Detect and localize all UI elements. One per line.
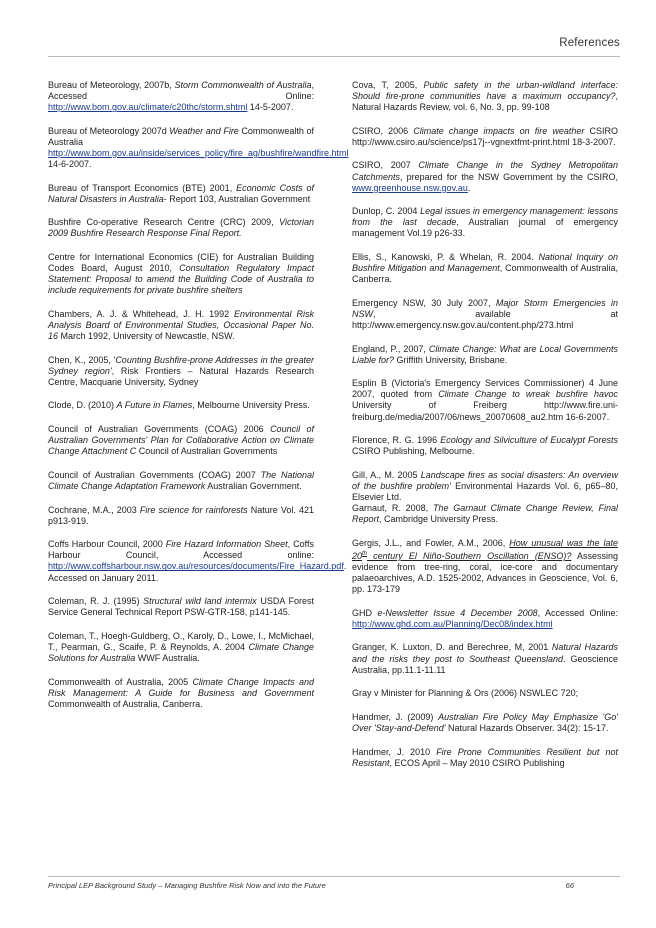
reference-title: Climate Change: What are Local Governments Liable for? xyxy=(352,343,618,365)
reference-text: Chen, K., 2005, ' xyxy=(48,354,116,365)
reference-text: Florence, R. G. 1996 xyxy=(352,435,441,446)
reference-text: Australian Government. xyxy=(205,480,302,491)
reference-text: Council of Australian Governments xyxy=(136,446,278,457)
reference-text: CSIRO http://www.csiro.au/science/ps17j--vgnextfmt-print.html 18-3-2007. xyxy=(352,125,618,147)
reference-title: Public safety in the urban-wildland interface: Should fire-prone communities have a maximum occupancy? xyxy=(352,80,618,102)
reference-text: . xyxy=(467,182,471,193)
reference-title: Storm Commonwealth of Australia xyxy=(174,80,312,90)
reference-text: Council of Australian Governments (COAG) 2006 xyxy=(48,424,271,435)
reference-title: A Future in Flames xyxy=(116,400,193,411)
reference-text: Griffith University, Brisbane. xyxy=(394,354,508,365)
reference-text: , Accessed Online: xyxy=(537,607,619,618)
reference-text: Nature Vol. 421 p913-919. xyxy=(48,504,314,526)
reference-entry xyxy=(48,125,349,170)
reference-title: Council of Australian Governments' Plan for Collaborative Action on Climate Change Attachment C xyxy=(48,424,314,457)
reference-text: Bureau of Transport Economics (BTE) 2001, xyxy=(48,182,237,193)
reference-text: Handmer, J. (2009) xyxy=(352,711,439,722)
reference-entry xyxy=(352,378,618,422)
reference-title: Fire Prone Communities Resilient but not Resistant xyxy=(352,746,618,768)
reference-text: Granger, K. Luxton, D. and Berechree, M, 2001 xyxy=(352,642,552,653)
reference-text: USDA Forest Service General Technical Report PSW-GTR-158, p141-145. xyxy=(48,596,314,618)
reference-text: WWF Australia. xyxy=(135,652,200,663)
reference-text: Ellis, S., Kanowski, P. & Whelan, R. 2004. xyxy=(352,252,539,263)
reference-text: Bureau of Meteorology, 2007b, xyxy=(48,80,175,90)
reference-link[interactable]: http://www.coffsharbour.nsw.gov.au/resources/documents/Fire_Hazard.pdf xyxy=(48,561,344,572)
reference-text: CSIRO, 2006 xyxy=(352,125,414,136)
reference-entry xyxy=(352,252,618,285)
reference-text: March 1992, University of Newcastle, NSW. xyxy=(58,331,235,342)
reference-text: Coffs Harbour Council, 2000 xyxy=(48,539,166,550)
reference-text: Natural Hazards Observer. 34(2): 15-17. xyxy=(445,722,609,733)
reference-title: Consultation Regulatory Impact Statement: Proposal to amend the Building Code of Australia to include requirements for private bushfire shelters xyxy=(48,263,314,296)
reference-text: Environmental Hazards Vol. 6, p65–80, Elsevier Ltd. xyxy=(352,480,618,503)
reference-text: CSIRO, 2007 xyxy=(352,160,419,171)
reference-title: Ecology and Silviculture of Eucalypt Forests xyxy=(440,435,618,446)
superscript-text: th xyxy=(362,550,368,557)
reference-title: How unusual was the late 20 xyxy=(352,537,619,561)
reference-text: , Natural Hazards Review, vol. 6, No. 3, pp. 99-108 xyxy=(352,91,618,113)
reference-text: University of Freiberg http://www.fire.uni-freiburg.de/media/2007/06/news_20070608_au2.htm 16-6-2007. xyxy=(352,400,618,422)
reference-entry xyxy=(352,712,618,734)
reference-title: Legal issues in emergency management: lessons from the last decade xyxy=(352,206,619,228)
reference-title: Major Storm Emergencies in NSW xyxy=(352,297,618,319)
reference-entry xyxy=(352,80,618,113)
reference-title: Climate Change to wreak bushfire havoc xyxy=(438,389,618,400)
reference-text: Assessing evidence from tree-ring, coral, ice-core and documentary palaeoarchives, A.D. 1525-2002, Advances in Geoscience, Vol. 6, pp. 173-179 xyxy=(352,550,618,595)
references-left-column xyxy=(48,80,349,722)
reference-entry xyxy=(352,298,618,331)
reference-text: Dunlop, C. 2004 xyxy=(352,206,421,217)
reference-title: century El Niño-Southern Oscillation (ENSO)? xyxy=(367,550,572,561)
reference-title: Climate Change in the Sydney Metropolitan Catchments xyxy=(352,160,618,182)
reference-text: Gray v Minister for Planning & Ors (2006) NSWLEC 720; xyxy=(352,688,579,699)
reference-entry xyxy=(48,183,314,205)
reference-entry xyxy=(48,80,314,113)
reference-title: e-Newsletter Issue 4 December 2008 xyxy=(377,607,538,618)
reference-text: England, P., 2007, xyxy=(352,343,429,354)
reference-text: - Report 103, Australian Government xyxy=(163,193,311,204)
reference-text: , Commonwealth of Australia, Canberra. xyxy=(352,263,618,285)
reference-link[interactable]: http://www.ghd.com.au/Planning/Dec08/index.html xyxy=(352,618,553,629)
reference-entry xyxy=(48,424,314,457)
reference-entry xyxy=(352,126,618,148)
reference-entry xyxy=(352,206,618,239)
reference-text: Commonwealth of Australia xyxy=(48,125,314,147)
reference-title: Counting Bushfire-prone Addresses in the greater Sydney region' xyxy=(48,354,315,376)
reference-text: CSIRO Publishing, Melbourne. xyxy=(352,446,475,457)
header-divider xyxy=(48,56,620,57)
footer-divider xyxy=(48,876,620,877)
reference-entry xyxy=(352,160,618,193)
reference-text: , Melbourne University Press. xyxy=(192,400,310,411)
reference-entry xyxy=(352,344,618,366)
reference-entry xyxy=(352,435,618,457)
reference-text: Commonwealth of Australia, 2005 xyxy=(48,676,193,687)
reference-text: GHD xyxy=(352,607,378,618)
reference-title: The Garnaut Climate Change Review, Final Report xyxy=(352,503,618,525)
reference-entry xyxy=(352,470,618,525)
reference-title: Fire Hazard Information Sheet xyxy=(165,539,288,550)
running-header: References xyxy=(559,37,620,49)
reference-link[interactable]: http://www.bom.gov.au/inside/services_policy/fire_ag/bushfire/wandfire.html xyxy=(48,147,349,158)
reference-title: Climate Change Impacts and Risk Management: A Guide for Business and Government xyxy=(48,676,315,698)
reference-title: The National Climate Change Adaptation Framework xyxy=(48,469,314,491)
reference-text: Commonwealth of Australia, Canberra. xyxy=(48,698,203,709)
reference-entry xyxy=(48,677,314,710)
reference-entry xyxy=(48,400,314,411)
reference-link[interactable]: www.greenhouse.nsw.gov.au xyxy=(352,182,468,193)
reference-title: Victorian 2009 Bushfire Research Response Final Report. xyxy=(48,217,314,239)
reference-text: Bureau of Meteorology 2007d xyxy=(48,125,170,136)
reference-text: , Cambridge University Press. xyxy=(379,514,499,525)
reference-link[interactable]: http://www.bom.gov.au/climate/c20thc/storm.shtml xyxy=(48,102,248,113)
reference-text: , Australian journal of emergency management Vol.19 p26-33. xyxy=(352,217,618,239)
reference-text: , available at http://www.emergency.nsw.gov.au/content.php/273.html xyxy=(352,308,618,330)
reference-entry xyxy=(48,217,314,239)
reference-entry xyxy=(48,631,314,664)
reference-text: Gergis, J.L., and Fowler, A.M., 2006, xyxy=(352,537,510,548)
reference-title: Economic Costs of Natural Disasters in Australia xyxy=(48,182,314,204)
reference-text: Bushfire Co-operative Research Centre (CRC) 2009, xyxy=(48,217,280,228)
reference-entry xyxy=(352,642,618,675)
reference-entry xyxy=(352,747,618,769)
reference-text: . Accessed on January 2011. xyxy=(48,561,347,583)
reference-title: Fire science for rainforests xyxy=(139,504,248,515)
reference-entry xyxy=(48,539,347,583)
reference-entry xyxy=(352,608,618,630)
reference-entry xyxy=(48,596,314,618)
reference-title: Climate change impacts on fire weather xyxy=(413,125,585,136)
reference-entry xyxy=(48,252,314,296)
reference-title: Landscape fires as social disasters: An overview of the bushfire problem' xyxy=(352,469,618,491)
reference-text: , Coffs Harbour Council, Accessed online: xyxy=(48,539,314,561)
reference-text: Gill, A., M. 2005 xyxy=(352,469,421,480)
reference-text: Emergency NSW, 30 July 2007, xyxy=(352,297,496,308)
running-footer: Principal LEP Background Study – Managing Bushfire Risk Now and into the Future xyxy=(48,881,326,890)
reference-text: , prepared for the NSW Government by the CSIRO, xyxy=(400,171,618,182)
reference-entry xyxy=(48,355,314,388)
reference-entry xyxy=(48,505,314,527)
reference-text: Chambers, A. J. & Whitehead, J. H. 1992 xyxy=(48,308,235,319)
reference-entry xyxy=(352,688,618,699)
reference-text: . Geoscience Australia, pp.11.1-11.11 xyxy=(352,653,619,675)
reference-text: Council of Australian Governments (COAG) 2007 xyxy=(48,469,261,480)
reference-title: Weather and Fire xyxy=(169,125,239,136)
reference-title: National Inquiry on Bushfire Mitigation and Management xyxy=(352,252,618,274)
references-right-column xyxy=(352,80,618,781)
reference-text: 14-6-2007. xyxy=(48,159,92,170)
reference-text: Coleman, T., Hoegh-Guldberg, O., Karoly, D., Lowe, I., McMichael, T., Pearman, G., Scaife, P. & Reynolds, A. 2004 xyxy=(48,630,314,652)
reference-title: Climate Change Solutions for Australia xyxy=(48,641,314,663)
reference-text: Garnaut, R. 2008, xyxy=(352,503,433,514)
reference-title: Australian Fire Policy May Emphasize 'Go' Over 'Stay-and-Defend' xyxy=(352,711,618,733)
reference-text: Handmer, J. 2010 xyxy=(352,746,437,757)
reference-text: Coleman, R. J. (1995) xyxy=(48,596,144,607)
reference-text: Cochrane, M.A., 2003 xyxy=(48,504,140,515)
reference-entry xyxy=(48,470,314,492)
reference-text: Esplin B (Victoria's Emergency Services Commissioner) 4 June 2007, quoted from xyxy=(352,378,618,400)
reference-entry xyxy=(48,309,314,342)
reference-title: Structural wild land intermix xyxy=(143,596,257,607)
reference-text: Clode, D. (2010) xyxy=(48,400,117,411)
reference-text: 14-5-2007. xyxy=(247,102,294,113)
reference-text: Centre for International Economics (CIE) for Australian Building Codes Board, August 2010, xyxy=(48,252,314,274)
reference-text: Cova, T, 2005, xyxy=(352,80,424,90)
reference-text: , Risk Frontiers – Natural Hazards Research Centre, Macquarie University, Sydney xyxy=(48,365,314,387)
reference-text: , Accessed Online: xyxy=(48,80,315,102)
page-number: 66 xyxy=(565,881,574,890)
reference-title: Environmental Risk Analysis Board of Environmental Studies, Occasional Paper No. 16 xyxy=(48,308,314,342)
reference-text: , ECOS April – May 2010 CSIRO Publishing xyxy=(389,757,565,768)
reference-title: Natural Hazards and the risks they post to Southeast Queensland xyxy=(352,642,618,664)
reference-entry xyxy=(352,538,618,595)
